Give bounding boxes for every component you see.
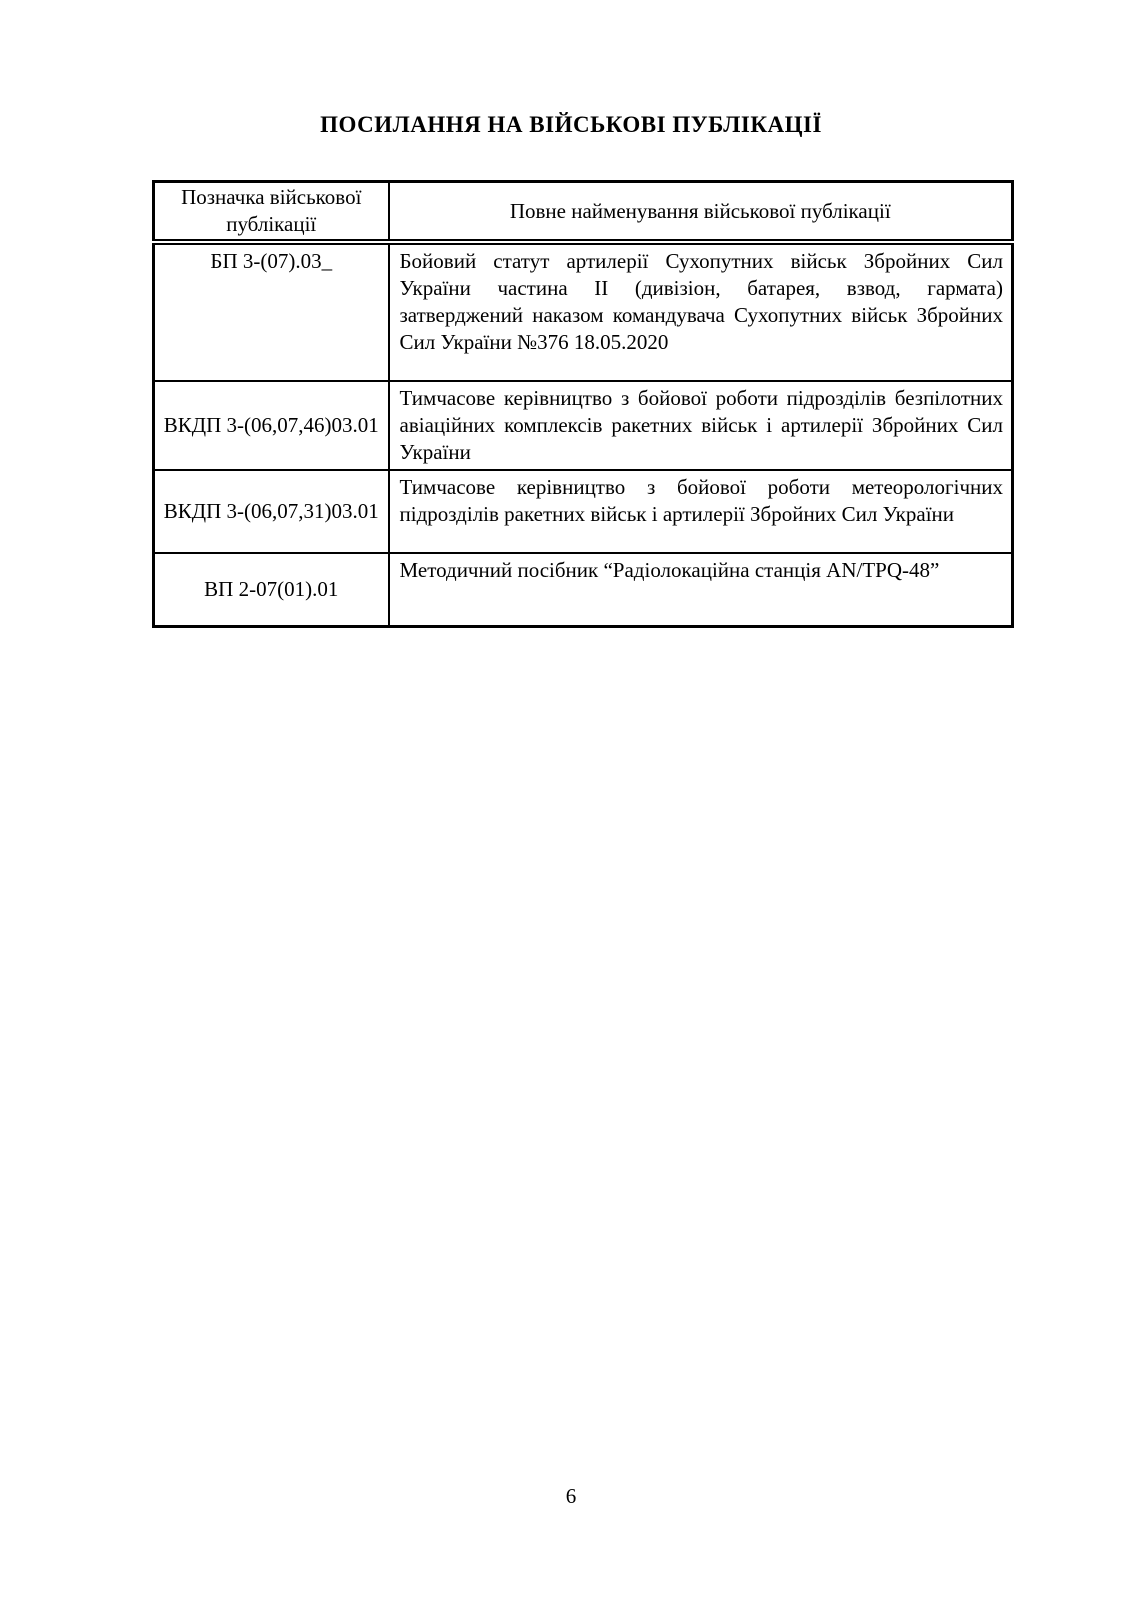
publications-table [152,180,1014,628]
table-row [154,470,1013,553]
publication-full-name: Бойовий статут артилерії Сухопутних військ Збройних Сил України частина II (дивізіон, батарея, взвод, гармата) затверджений наказом командувача Сухопутних військ Збройних Сил України №376 18.05.2020 [389,242,1013,381]
publication-full-name: Тимчасове керівництво з бойової роботи підрозділів безпілотних авіаційних комплексів ракетних військ і артилерії Збройних Сил України [389,381,1013,470]
page-number: 6 [565,1484,577,1508]
table-row [154,242,1013,381]
publication-designation: ВКДП 3-(06,07,46)03.01 [154,381,389,470]
publication-full-name: Тимчасове керівництво з бойової роботи метеорологічних підрозділів ракетних військ і артилерії Збройних Сил України [389,470,1013,553]
publication-full-name: Методичний посібник “Радіолокаційна станція AN/TPQ-48” [389,553,1013,626]
publication-designation: ВКДП 3-(06,07,31)03.01 [154,470,389,553]
publication-designation: ВП 2-07(01).01 [154,553,389,626]
header-full-name: Повне найменування військової публікації [389,182,1013,243]
table-row [154,381,1013,470]
page-title: ПОСИЛАННЯ НА ВІЙСЬКОВІ ПУБЛІКАЦІЇ [320,112,822,137]
table-row [154,553,1013,626]
publication-designation: БП 3-(07).03_ [154,242,389,381]
header-designation: Позначка військової публікації [154,182,389,243]
table-header-row [154,182,1013,243]
